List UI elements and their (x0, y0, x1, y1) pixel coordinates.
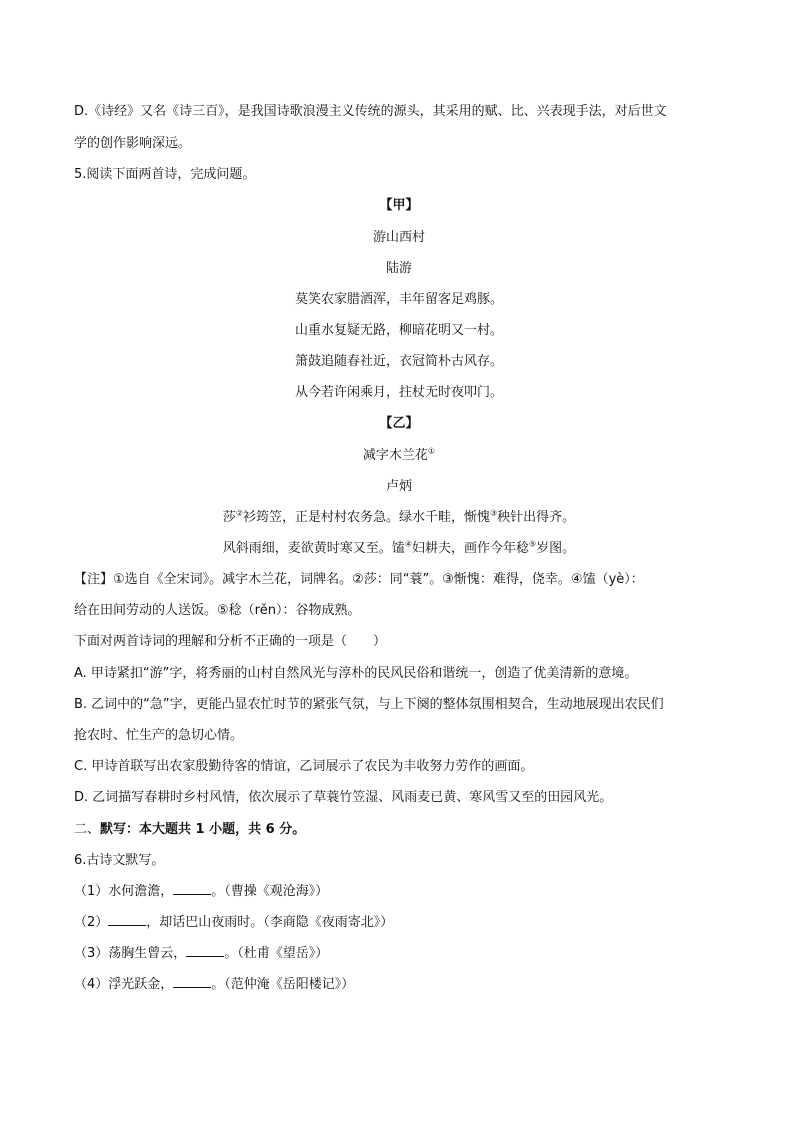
fill-number: （1） (74, 884, 109, 899)
note-line-2: 给在田间劳动的人送饭。⑤稔（rěn）：谷物成熟。 (74, 603, 361, 618)
note-line-1: 【注】①选自《全宋词》。减字木兰花，词牌名。②莎：同“蓑”。③惭愧：难得，侥幸。④馌（yè）： (74, 572, 644, 587)
option-b-line1: B. 乙词中的“急”字，更能凸显农忙时节的紧张气氛，与上下阕的整体氛围相契合，生动地展现出农民们 (74, 697, 664, 712)
fill-item-1 (74, 882, 724, 902)
section-number: 二、 (74, 822, 101, 837)
option-d-prev-line1: D.《诗经》又名《诗三百》，是我国诗歌浪漫主义传统的源头，其采用的赋、比、兴表现手法，对后世文 (74, 104, 667, 119)
option-d: D. 乙词描写春耕时乡村风情，依次展示了草蓑竹笠湿、风雨麦已黄、寒风雪又至的田园风光。 (74, 790, 613, 805)
fill-item-4 (74, 975, 724, 995)
option-b-line2: 抢农时、忙生产的急切心情。 (74, 728, 244, 743)
poem1-line-1: 莫笑农家腊酒浑，丰年留客足鸡豚。 (294, 292, 503, 307)
answer-blank[interactable] (108, 913, 146, 926)
fill-item-2 (74, 913, 724, 933)
fill-text: ，却话巴山夜雨时。（李商隐《夜雨寄北》） (146, 915, 394, 930)
poem2-author: 卢炳 (385, 479, 412, 494)
answer-blank[interactable] (173, 882, 211, 895)
answer-blank[interactable] (186, 944, 224, 957)
poem2-line-2 (74, 539, 724, 559)
option-d-prev-line2: 学的创作影响深远。 (74, 136, 192, 151)
fill-text: 。（杜甫《望岳》） (224, 946, 329, 961)
fill-text: 浮光跃金， (108, 977, 174, 992)
poem2-text: 妇耕夫，画作今年稔 (411, 541, 529, 556)
fill-item-3 (74, 944, 724, 964)
question-5-prompt: 下面对两首诗词的理解和分析不正确的一项是（ ） (74, 634, 387, 649)
poem2-title-line (74, 446, 724, 466)
fill-number: （2） (74, 915, 109, 930)
fill-number: （3） (74, 946, 109, 961)
fill-text: 。（曹操《观沧海》） (211, 884, 329, 899)
poem2-text: 衫筠笠，正是村村农务急。绿水千畦，惭愧 (242, 510, 490, 525)
footnote-marker: ③ (490, 508, 498, 518)
question-5-stem: 5.阅读下面两首诗，完成问题。 (74, 167, 256, 182)
poem2-label: 【乙】 (379, 416, 419, 431)
poem1-title: 游山西村 (372, 230, 425, 245)
footnote-marker: ④ (404, 539, 412, 549)
poem1-line-3: 箫鼓追随春社近，衣冠简朴古风存。 (294, 354, 503, 369)
poem1-author: 陆游 (385, 261, 412, 276)
footnote-marker: ⑤ (529, 539, 537, 549)
poem2-text: 秧针出得齐。 (497, 510, 576, 525)
fill-text: 水何澹澹， (108, 884, 174, 899)
footnote-marker: ① (427, 446, 436, 456)
question-6-stem: 6.古诗文默写。 (74, 853, 165, 868)
footnote-marker: ② (235, 508, 243, 518)
section-2-heading (74, 820, 724, 840)
poem2-title: 减字木兰花 (362, 448, 428, 463)
fill-text: 。（范仲淹《岳阳楼记》） (211, 977, 355, 992)
poem2-text: 风斜雨细，麦欲黄时寒又至。馌 (222, 541, 405, 556)
section-title: 默写：本大题共 1 小题，共 6 分。 (100, 822, 306, 837)
answer-blank[interactable] (173, 975, 211, 988)
poem2-line-1 (74, 508, 724, 528)
poem2-text: 岁图。 (536, 541, 576, 556)
fill-text: 荡胸生曾云， (108, 946, 187, 961)
poem1-label: 【甲】 (379, 198, 419, 213)
fill-number: （4） (74, 977, 109, 992)
poem2-text: 莎 (222, 510, 236, 525)
poem1-line-4: 从今若许闲乘月，拄杖无时夜叩门。 (294, 385, 503, 400)
option-c: C. 甲诗首联写出农家殷勤待客的情谊，乙词展示了农民为丰收努力劳作的画面。 (74, 759, 534, 774)
option-a: A. 甲诗紧扣“游”字，将秀丽的山村自然风光与淳朴的民风民俗和谐统一，创造了优美清新的意境。 (74, 666, 638, 681)
poem1-line-2: 山重水复疑无路，柳暗花明又一村。 (294, 323, 503, 338)
